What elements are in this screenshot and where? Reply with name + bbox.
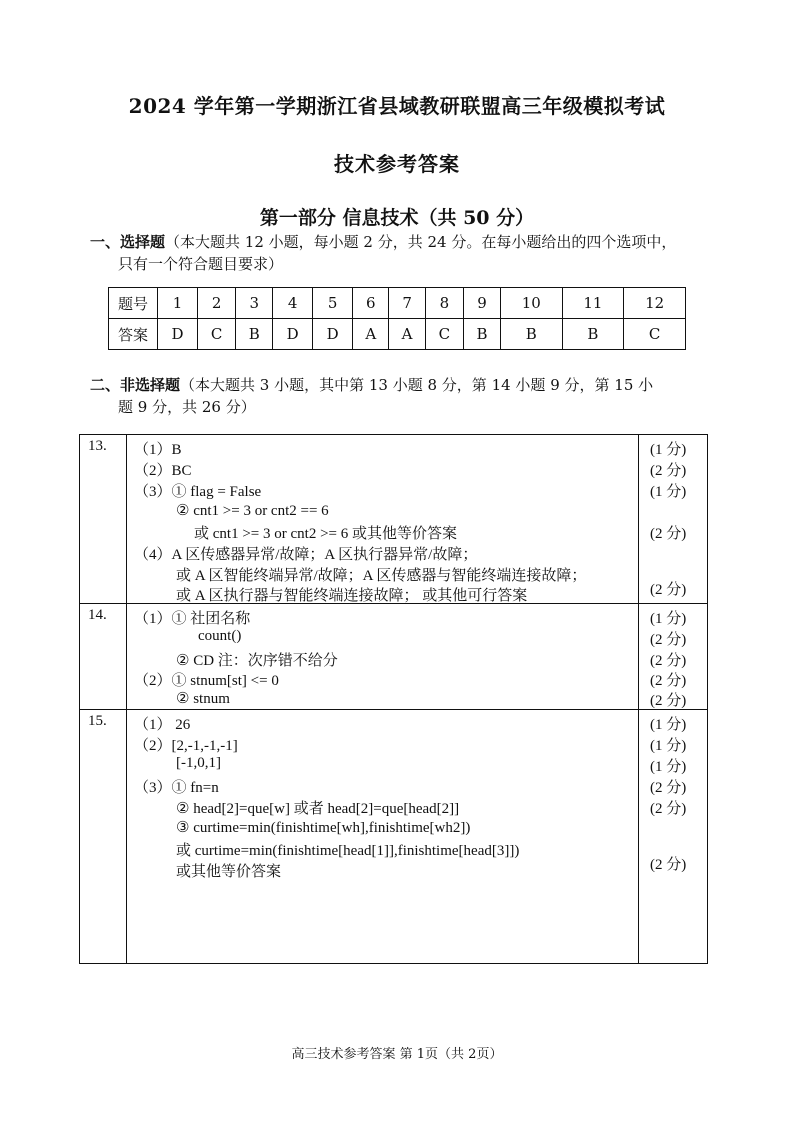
section2-label: 二、非选择题 <box>90 376 181 394</box>
question-number: 14. <box>88 607 107 623</box>
points-label: (2 分) <box>650 780 687 796</box>
question-14-row <box>80 604 707 710</box>
question-number-row <box>109 288 686 319</box>
part-title: 第一部分 信息技术（共 50 分） <box>259 207 535 229</box>
answer-line: ③ curtime=min(finishtime[wh],finishtime[wh2]) <box>176 820 471 836</box>
section2-desc-line1: （本大题共 3 小题，其中第 13 小题 8 分，第 14 小题 9 分，第 15 小 <box>180 376 654 394</box>
answer-line: （1）① 社团名称 <box>134 611 251 627</box>
answer-line: 或 cnt1 >= 3 or cnt2 >= 6 或其他等价答案 <box>194 526 457 542</box>
question-header-cell: 题号 <box>109 288 158 319</box>
answer-line: （4）A 区传感器异常/故障；A 区执行器异常/故障； <box>134 547 478 563</box>
section1-desc-line2: 只有一个符合题目要求） <box>118 255 284 273</box>
answer-key-title: 技术参考答案 <box>334 152 460 176</box>
question-number-cell: 10 <box>500 288 562 319</box>
points-label: (1 分) <box>650 442 687 458</box>
points-label: (2 分) <box>650 801 687 817</box>
points-label: (2 分) <box>650 526 687 542</box>
answer-cell: D <box>158 319 198 350</box>
answer-line: ② stnum <box>176 691 230 707</box>
answer-row <box>109 319 686 350</box>
section2-desc-line2: 题 9 分，共 26 分） <box>118 398 256 416</box>
answer-line: （3）① flag = False <box>134 484 262 500</box>
question-number-cell: 3 <box>236 288 273 319</box>
question-number-cell: 8 <box>425 288 463 319</box>
points-label: (2 分) <box>650 632 687 648</box>
free-response-answer-table <box>79 434 708 964</box>
page-footer: 高三技术参考答案 第 1页（共 2页） <box>291 1047 503 1062</box>
answer-cell: B <box>464 319 501 350</box>
points-label: (1 分) <box>650 759 687 775</box>
points-label: (2 分) <box>650 673 687 689</box>
answer-cell: D <box>273 319 313 350</box>
section2-instructions <box>90 374 720 418</box>
answer-line: 或其他等价答案 <box>176 864 282 880</box>
answer-line: （2）① stnum[st] <= 0 <box>134 673 279 689</box>
question-number: 15. <box>88 713 107 729</box>
answer-cell: D <box>313 319 353 350</box>
exam-title: 2024 学年第一学期浙江省县域教研联盟高三年级模拟考试 <box>128 94 666 118</box>
section1-label: 一、选择题 <box>90 233 166 251</box>
points-label: (2 分) <box>650 653 687 669</box>
question-number-cell: 4 <box>273 288 313 319</box>
multiple-choice-table <box>108 287 686 350</box>
points-label: (1 分) <box>650 738 687 754</box>
points-label: (1 分) <box>650 484 687 500</box>
points-label: (1 分) <box>650 611 687 627</box>
points-label: (2 分) <box>650 693 687 709</box>
points-label: (1 分) <box>650 717 687 733</box>
answer-cell: A <box>353 319 389 350</box>
answer-cell: B <box>500 319 562 350</box>
question-number-cell: 7 <box>389 288 425 319</box>
answer-line: （2）BC <box>134 463 192 479</box>
section1-desc-line1: （本大题共 12 小题，每小题 2 分，共 24 分。在每小题给出的四个选项中， <box>165 233 677 251</box>
answer-line: （2）[2,-1,-1,-1] <box>134 738 238 754</box>
answer-line: ② head[2]=que[w] 或者 head[2]=que[head[2]] <box>176 801 460 817</box>
points-label: (2 分) <box>650 582 687 598</box>
question-number-cell: 1 <box>158 288 198 319</box>
answer-header-cell: 答案 <box>109 319 158 350</box>
answer-line: ② cnt1 >= 3 or cnt2 == 6 <box>176 503 329 519</box>
points-label: (2 分) <box>650 463 687 479</box>
answer-line: count() <box>198 628 242 644</box>
answer-cell: A <box>389 319 425 350</box>
answer-line: 或 curtime=min(finishtime[head[1]],finishtime[head[3]]) <box>176 843 520 859</box>
answer-cell: B <box>562 319 624 350</box>
points-label: (2 分) <box>650 857 687 873</box>
answer-line: ② CD 注：次序错不给分 <box>176 653 338 669</box>
question-13-row <box>80 435 707 604</box>
question-number-cell: 11 <box>562 288 624 319</box>
answer-line: [-1,0,1] <box>176 755 221 771</box>
answer-cell: C <box>197 319 235 350</box>
answer-line: （1） 26 <box>134 717 191 733</box>
question-number: 13. <box>88 438 107 454</box>
question-15-row <box>80 710 707 963</box>
question-number-cell: 12 <box>624 288 686 319</box>
question-number-cell: 9 <box>464 288 501 319</box>
section1-instructions <box>90 231 720 275</box>
question-number-cell: 2 <box>197 288 235 319</box>
answer-line: （1）B <box>134 442 182 458</box>
question-number-cell: 5 <box>313 288 353 319</box>
answer-cell: C <box>624 319 686 350</box>
answer-cell: C <box>425 319 463 350</box>
answer-line: （3）① fn=n <box>134 780 219 796</box>
answer-line: 或 A 区执行器与智能终端连接故障； 或其他可行答案 <box>176 588 528 604</box>
answer-cell: B <box>236 319 273 350</box>
answer-line: 或 A 区智能终端异常/故障；A 区传感器与智能终端连接故障； <box>176 568 587 584</box>
question-number-cell: 6 <box>353 288 389 319</box>
